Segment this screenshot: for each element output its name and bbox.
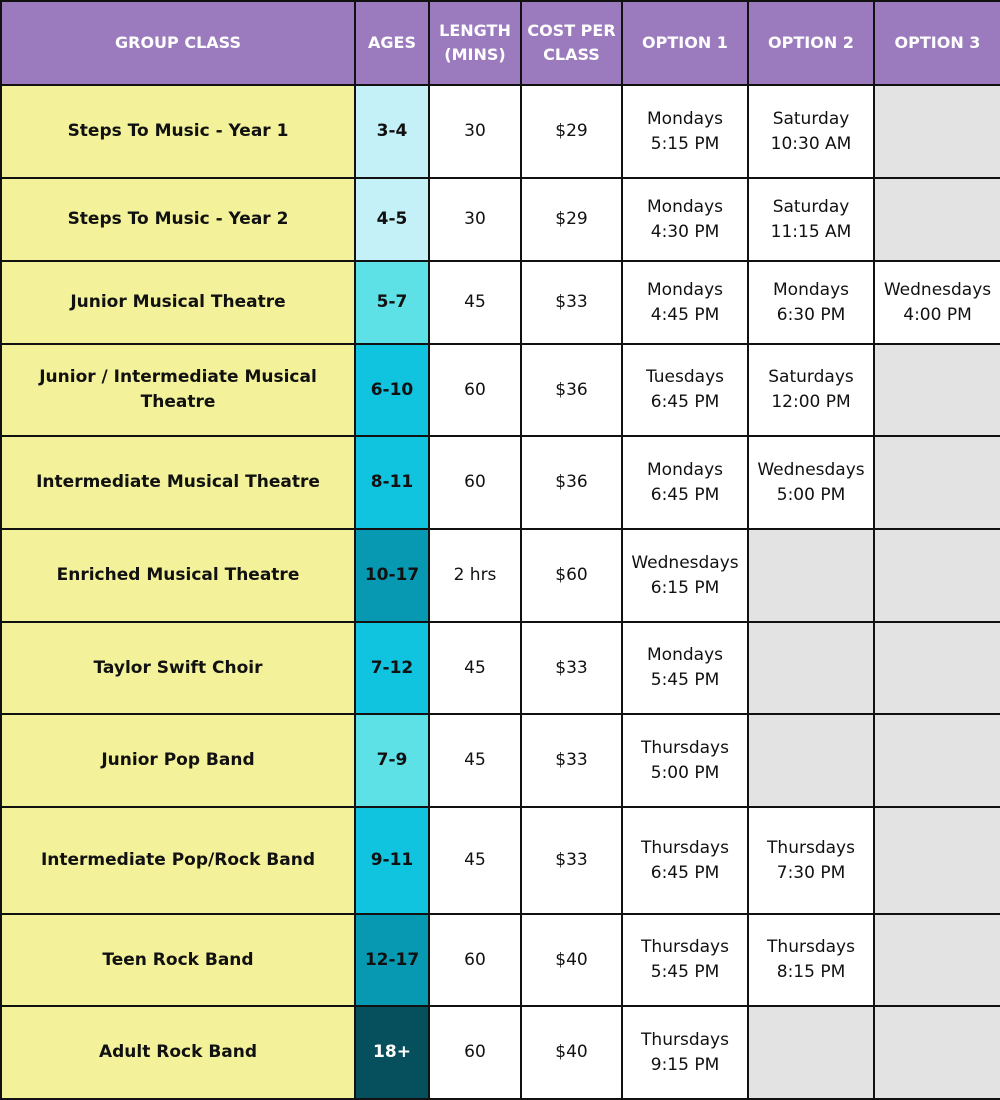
option-2-empty-cell	[748, 622, 874, 714]
option-2-empty-cell	[748, 714, 874, 807]
option-2-cell	[748, 914, 874, 1006]
class-name-cell	[1, 344, 355, 436]
option-1-cell	[622, 529, 748, 622]
option-1-line: 5:15 PM	[650, 133, 720, 154]
header-cost-line-1: COST PER	[527, 21, 616, 40]
option-2-line: 7:30 PM	[776, 862, 846, 883]
header-length-line-1: LENGTH	[439, 21, 511, 40]
option-3-cell	[874, 261, 1000, 344]
option-1-cell	[622, 622, 748, 714]
table-row	[1, 622, 1000, 714]
header-ages: AGES	[355, 1, 429, 85]
header-row	[1, 1, 1000, 85]
ages-cell: 4-5	[355, 178, 429, 261]
ages-cell: 7-9	[355, 714, 429, 807]
option-3-empty-cell	[874, 85, 1000, 178]
ages-cell: 9-11	[355, 807, 429, 914]
option-1-cell	[622, 261, 748, 344]
option-2-cell	[748, 85, 874, 178]
option-1-cell	[622, 85, 748, 178]
option-1-line: 9:15 PM	[650, 1054, 720, 1075]
length-cell: 45	[429, 622, 521, 714]
length-cell: 45	[429, 807, 521, 914]
option-1-line: 6:45 PM	[650, 862, 720, 883]
option-1-line: Mondays	[647, 108, 723, 129]
class-name-cell: Intermediate Musical Theatre	[1, 436, 355, 529]
length-cell: 60	[429, 914, 521, 1006]
option-1-line: 6:45 PM	[650, 484, 720, 505]
class-name-cell: Intermediate Pop/Rock Band	[1, 807, 355, 914]
option-3-empty-cell	[874, 344, 1000, 436]
option-2-line: Saturdays	[768, 367, 854, 387]
class-name-line: Theatre	[140, 392, 216, 412]
table-row	[1, 344, 1000, 436]
option-3-empty-cell	[874, 622, 1000, 714]
option-2-line: 6:30 PM	[776, 304, 846, 325]
class-name-cell: Steps To Music - Year 1	[1, 85, 355, 178]
option-1-line: Thursdays	[641, 1029, 729, 1050]
header-cost	[521, 1, 622, 85]
option-1-line: Mondays	[647, 459, 723, 480]
cost-cell: $36	[521, 344, 622, 436]
option-2-line: Thursdays	[767, 937, 855, 957]
option-1-line: Thursdays	[641, 937, 729, 957]
table-row	[1, 436, 1000, 529]
option-2-line: 5:00 PM	[776, 484, 846, 505]
cost-cell: $33	[521, 807, 622, 914]
option-2-line: Wednesdays	[757, 459, 865, 480]
option-3-empty-cell	[874, 714, 1000, 807]
option-1-line: 6:45 PM	[650, 392, 720, 412]
option-1-cell	[622, 914, 748, 1006]
option-2-line: Saturday	[772, 196, 850, 217]
cost-cell: $29	[521, 178, 622, 261]
option-1-line: Mondays	[647, 279, 723, 300]
header-option-1: OPTION 1	[622, 1, 748, 85]
option-2-cell	[748, 344, 874, 436]
class-name-cell: Teen Rock Band	[1, 914, 355, 1006]
cost-cell: $40	[521, 914, 622, 1006]
option-1-line: 5:45 PM	[650, 962, 720, 982]
option-2-cell	[748, 178, 874, 261]
table-row	[1, 261, 1000, 344]
option-1-line: Wednesdays	[631, 552, 739, 573]
option-1-line: 4:30 PM	[650, 221, 720, 242]
class-name-cell: Taylor Swift Choir	[1, 622, 355, 714]
length-cell: 45	[429, 261, 521, 344]
option-3-empty-cell	[874, 807, 1000, 914]
ages-cell: 12-17	[355, 914, 429, 1006]
length-cell: 30	[429, 178, 521, 261]
length-cell: 2 hrs	[429, 529, 521, 622]
option-2-cell	[748, 436, 874, 529]
option-1-line: Thursdays	[641, 737, 729, 758]
ages-cell: 3-4	[355, 85, 429, 178]
header-option-3: OPTION 3	[874, 1, 1000, 85]
option-1-cell	[622, 436, 748, 529]
cost-cell: $40	[521, 1006, 622, 1099]
table-row	[1, 914, 1000, 1006]
ages-cell: 18+	[355, 1006, 429, 1099]
option-3-line: Wednesdays	[883, 279, 992, 300]
option-2-line: 12:00 PM	[771, 392, 851, 412]
option-3-line: 4:00 PM	[903, 304, 972, 325]
header-length-line-2: (MINS)	[444, 45, 506, 64]
class-name-cell: Junior Pop Band	[1, 714, 355, 807]
option-1-cell	[622, 344, 748, 436]
cost-cell: $36	[521, 436, 622, 529]
option-2-line: 8:15 PM	[776, 962, 846, 982]
ages-cell: 8-11	[355, 436, 429, 529]
table-row	[1, 807, 1000, 914]
ages-cell: 5-7	[355, 261, 429, 344]
option-1-cell	[622, 714, 748, 807]
option-1-line: 4:45 PM	[650, 304, 720, 325]
table-row	[1, 714, 1000, 807]
header-cost-line-2: CLASS	[543, 45, 600, 64]
class-name-cell: Enriched Musical Theatre	[1, 529, 355, 622]
length-cell: 60	[429, 344, 521, 436]
option-1-cell	[622, 807, 748, 914]
table-row	[1, 529, 1000, 622]
option-1-cell	[622, 1006, 748, 1099]
cost-cell: $29	[521, 85, 622, 178]
option-2-line: 10:30 AM	[770, 133, 852, 154]
option-3-empty-cell	[874, 178, 1000, 261]
ages-cell: 10-17	[355, 529, 429, 622]
header-length	[429, 1, 521, 85]
option-2-cell	[748, 261, 874, 344]
option-2-cell	[748, 807, 874, 914]
cost-cell: $33	[521, 622, 622, 714]
length-cell: 45	[429, 714, 521, 807]
cost-cell: $33	[521, 714, 622, 807]
option-1-line: 5:00 PM	[650, 762, 720, 783]
option-1-line: 6:15 PM	[650, 577, 720, 598]
length-cell: 30	[429, 85, 521, 178]
cost-cell: $33	[521, 261, 622, 344]
length-cell: 60	[429, 1006, 521, 1099]
option-1-line: Mondays	[647, 645, 723, 665]
table-row	[1, 85, 1000, 178]
option-1-line: 5:45 PM	[650, 670, 720, 690]
class-name-cell: Junior Musical Theatre	[1, 261, 355, 344]
table-row	[1, 178, 1000, 261]
class-name-line: Junior / Intermediate Musical	[39, 367, 317, 387]
option-2-line: Thursdays	[767, 837, 855, 858]
option-1-cell	[622, 178, 748, 261]
table-row	[1, 1006, 1000, 1099]
class-name-cell: Steps To Music - Year 2	[1, 178, 355, 261]
ages-cell: 6-10	[355, 344, 429, 436]
option-1-line: Mondays	[647, 196, 723, 217]
option-3-empty-cell	[874, 914, 1000, 1006]
option-1-line: Thursdays	[641, 837, 729, 858]
option-2-empty-cell	[748, 1006, 874, 1099]
table-body	[1, 85, 1000, 1099]
ages-cell: 7-12	[355, 622, 429, 714]
option-3-empty-cell	[874, 529, 1000, 622]
class-name-cell: Adult Rock Band	[1, 1006, 355, 1099]
option-1-line: Tuesdays	[645, 367, 725, 387]
option-2-line: 11:15 AM	[770, 221, 852, 242]
option-2-empty-cell	[748, 529, 874, 622]
option-2-line: Saturday	[772, 108, 850, 129]
option-3-empty-cell	[874, 1006, 1000, 1099]
option-2-line: Mondays	[773, 279, 849, 300]
length-cell: 60	[429, 436, 521, 529]
header-group-class: GROUP CLASS	[1, 1, 355, 85]
header-option-2: OPTION 2	[748, 1, 874, 85]
option-3-empty-cell	[874, 436, 1000, 529]
cost-cell: $60	[521, 529, 622, 622]
